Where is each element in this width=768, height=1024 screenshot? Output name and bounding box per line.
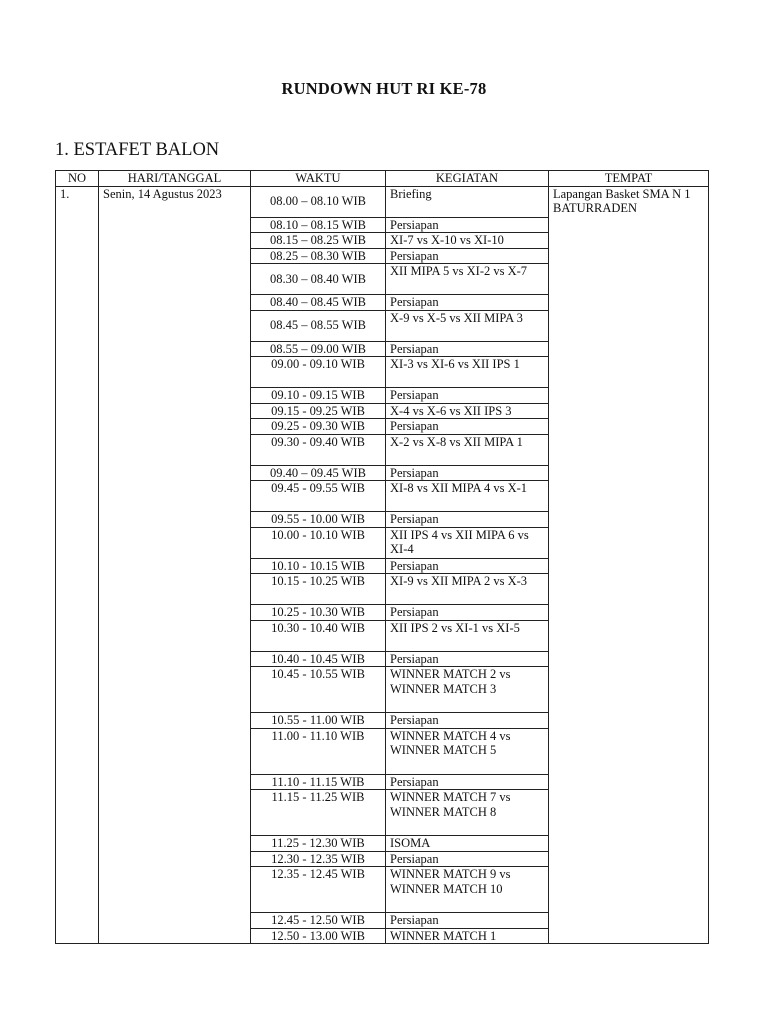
waktu-cell: 11.15 - 11.25 WIB bbox=[251, 790, 386, 836]
kegiatan-cell: Persiapan bbox=[386, 341, 549, 357]
header-tempat: TEMPAT bbox=[549, 171, 709, 187]
kegiatan-cell: Persiapan bbox=[386, 651, 549, 667]
table-row bbox=[56, 186, 709, 217]
kegiatan-cell: WINNER MATCH 7 vs WINNER MATCH 8 bbox=[386, 790, 549, 836]
waktu-cell: 09.00 - 09.10 WIB bbox=[251, 357, 386, 388]
waktu-cell: 09.25 - 09.30 WIB bbox=[251, 419, 386, 435]
waktu-cell: 10.55 - 11.00 WIB bbox=[251, 713, 386, 729]
hari-tanggal-cell: Senin, 14 Agustus 2023 bbox=[99, 186, 251, 944]
waktu-cell: 10.25 - 10.30 WIB bbox=[251, 605, 386, 621]
section-heading: 1. ESTAFET BALON bbox=[55, 140, 220, 160]
kegiatan-cell: X-2 vs X-8 vs XII MIPA 1 bbox=[386, 434, 549, 465]
header-hari-tanggal: HARI/TANGGAL bbox=[99, 171, 251, 187]
kegiatan-cell: XI-8 vs XII MIPA 4 vs X-1 bbox=[386, 481, 549, 512]
kegiatan-cell: Persiapan bbox=[386, 605, 549, 621]
rundown-table bbox=[55, 170, 709, 944]
waktu-cell: 08.25 – 08.30 WIB bbox=[251, 248, 386, 264]
kegiatan-cell: X-9 vs X-5 vs XII MIPA 3 bbox=[386, 310, 549, 341]
waktu-cell: 08.40 – 08.45 WIB bbox=[251, 295, 386, 311]
waktu-cell: 12.35 - 12.45 WIB bbox=[251, 867, 386, 913]
waktu-cell: 09.45 - 09.55 WIB bbox=[251, 481, 386, 512]
kegiatan-cell: Persiapan bbox=[386, 248, 549, 264]
waktu-cell: 09.15 - 09.25 WIB bbox=[251, 403, 386, 419]
table-body bbox=[56, 186, 709, 944]
kegiatan-cell: Persiapan bbox=[386, 465, 549, 481]
kegiatan-cell: Persiapan bbox=[386, 713, 549, 729]
kegiatan-cell: Persiapan bbox=[386, 512, 549, 528]
waktu-cell: 11.25 - 12.30 WIB bbox=[251, 836, 386, 852]
kegiatan-cell: Persiapan bbox=[386, 851, 549, 867]
waktu-cell: 12.30 - 12.35 WIB bbox=[251, 851, 386, 867]
waktu-cell: 12.45 - 12.50 WIB bbox=[251, 913, 386, 929]
no-cell: 1. bbox=[56, 186, 99, 944]
waktu-cell: 09.30 - 09.40 WIB bbox=[251, 434, 386, 465]
header-no: NO bbox=[56, 171, 99, 187]
header-waktu: WAKTU bbox=[251, 171, 386, 187]
kegiatan-cell: WINNER MATCH 2 vs WINNER MATCH 3 bbox=[386, 667, 549, 713]
kegiatan-cell: WINNER MATCH 4 vs WINNER MATCH 5 bbox=[386, 728, 549, 774]
waktu-cell: 11.10 - 11.15 WIB bbox=[251, 774, 386, 790]
kegiatan-cell: Persiapan bbox=[386, 419, 549, 435]
kegiatan-cell: XII MIPA 5 vs XI-2 vs X-7 bbox=[386, 264, 549, 295]
waktu-cell: 10.45 - 10.55 WIB bbox=[251, 667, 386, 713]
waktu-cell: 08.10 – 08.15 WIB bbox=[251, 217, 386, 233]
kegiatan-cell: XI-3 vs XI-6 vs XII IPS 1 bbox=[386, 357, 549, 388]
kegiatan-cell: Persiapan bbox=[386, 295, 549, 311]
waktu-cell: 08.45 – 08.55 WIB bbox=[251, 310, 386, 341]
waktu-cell: 09.55 - 10.00 WIB bbox=[251, 512, 386, 528]
waktu-cell: 10.30 - 10.40 WIB bbox=[251, 620, 386, 651]
kegiatan-cell: ISOMA bbox=[386, 836, 549, 852]
kegiatan-cell: Persiapan bbox=[386, 388, 549, 404]
kegiatan-cell: Briefing bbox=[386, 186, 549, 217]
kegiatan-cell: WINNER MATCH 1 bbox=[386, 928, 549, 944]
waktu-cell: 09.10 - 09.15 WIB bbox=[251, 388, 386, 404]
waktu-cell: 09.40 – 09.45 WIB bbox=[251, 465, 386, 481]
waktu-cell: 08.00 – 08.10 WIB bbox=[251, 186, 386, 217]
waktu-cell: 12.50 - 13.00 WIB bbox=[251, 928, 386, 944]
header-kegiatan: KEGIATAN bbox=[386, 171, 549, 187]
kegiatan-cell: Persiapan bbox=[386, 774, 549, 790]
kegiatan-cell: Persiapan bbox=[386, 558, 549, 574]
waktu-cell: 10.00 - 10.10 WIB bbox=[251, 527, 386, 558]
kegiatan-cell: X-4 vs X-6 vs XII IPS 3 bbox=[386, 403, 549, 419]
waktu-cell: 08.15 – 08.25 WIB bbox=[251, 233, 386, 249]
document-title: RUNDOWN HUT RI KE-78 bbox=[281, 79, 487, 98]
waktu-cell: 10.15 - 10.25 WIB bbox=[251, 574, 386, 605]
kegiatan-cell: XII IPS 2 vs XI-1 vs XI-5 bbox=[386, 620, 549, 651]
waktu-cell: 10.40 - 10.45 WIB bbox=[251, 651, 386, 667]
waktu-cell: 08.30 – 08.40 WIB bbox=[251, 264, 386, 295]
table-header-row bbox=[56, 171, 709, 187]
kegiatan-cell: Persiapan bbox=[386, 913, 549, 929]
kegiatan-cell: WINNER MATCH 9 vs WINNER MATCH 10 bbox=[386, 867, 549, 913]
waktu-cell: 08.55 – 09.00 WIB bbox=[251, 341, 386, 357]
kegiatan-cell: Persiapan bbox=[386, 217, 549, 233]
kegiatan-cell: XI-7 vs X-10 vs XI-10 bbox=[386, 233, 549, 249]
tempat-cell: Lapangan Basket SMA N 1 BATURRADEN bbox=[549, 186, 709, 944]
waktu-cell: 11.00 - 11.10 WIB bbox=[251, 728, 386, 774]
waktu-cell: 10.10 - 10.15 WIB bbox=[251, 558, 386, 574]
kegiatan-cell: XII IPS 4 vs XII MIPA 6 vs XI-4 bbox=[386, 527, 549, 558]
kegiatan-cell: XI-9 vs XII MIPA 2 vs X-3 bbox=[386, 574, 549, 605]
